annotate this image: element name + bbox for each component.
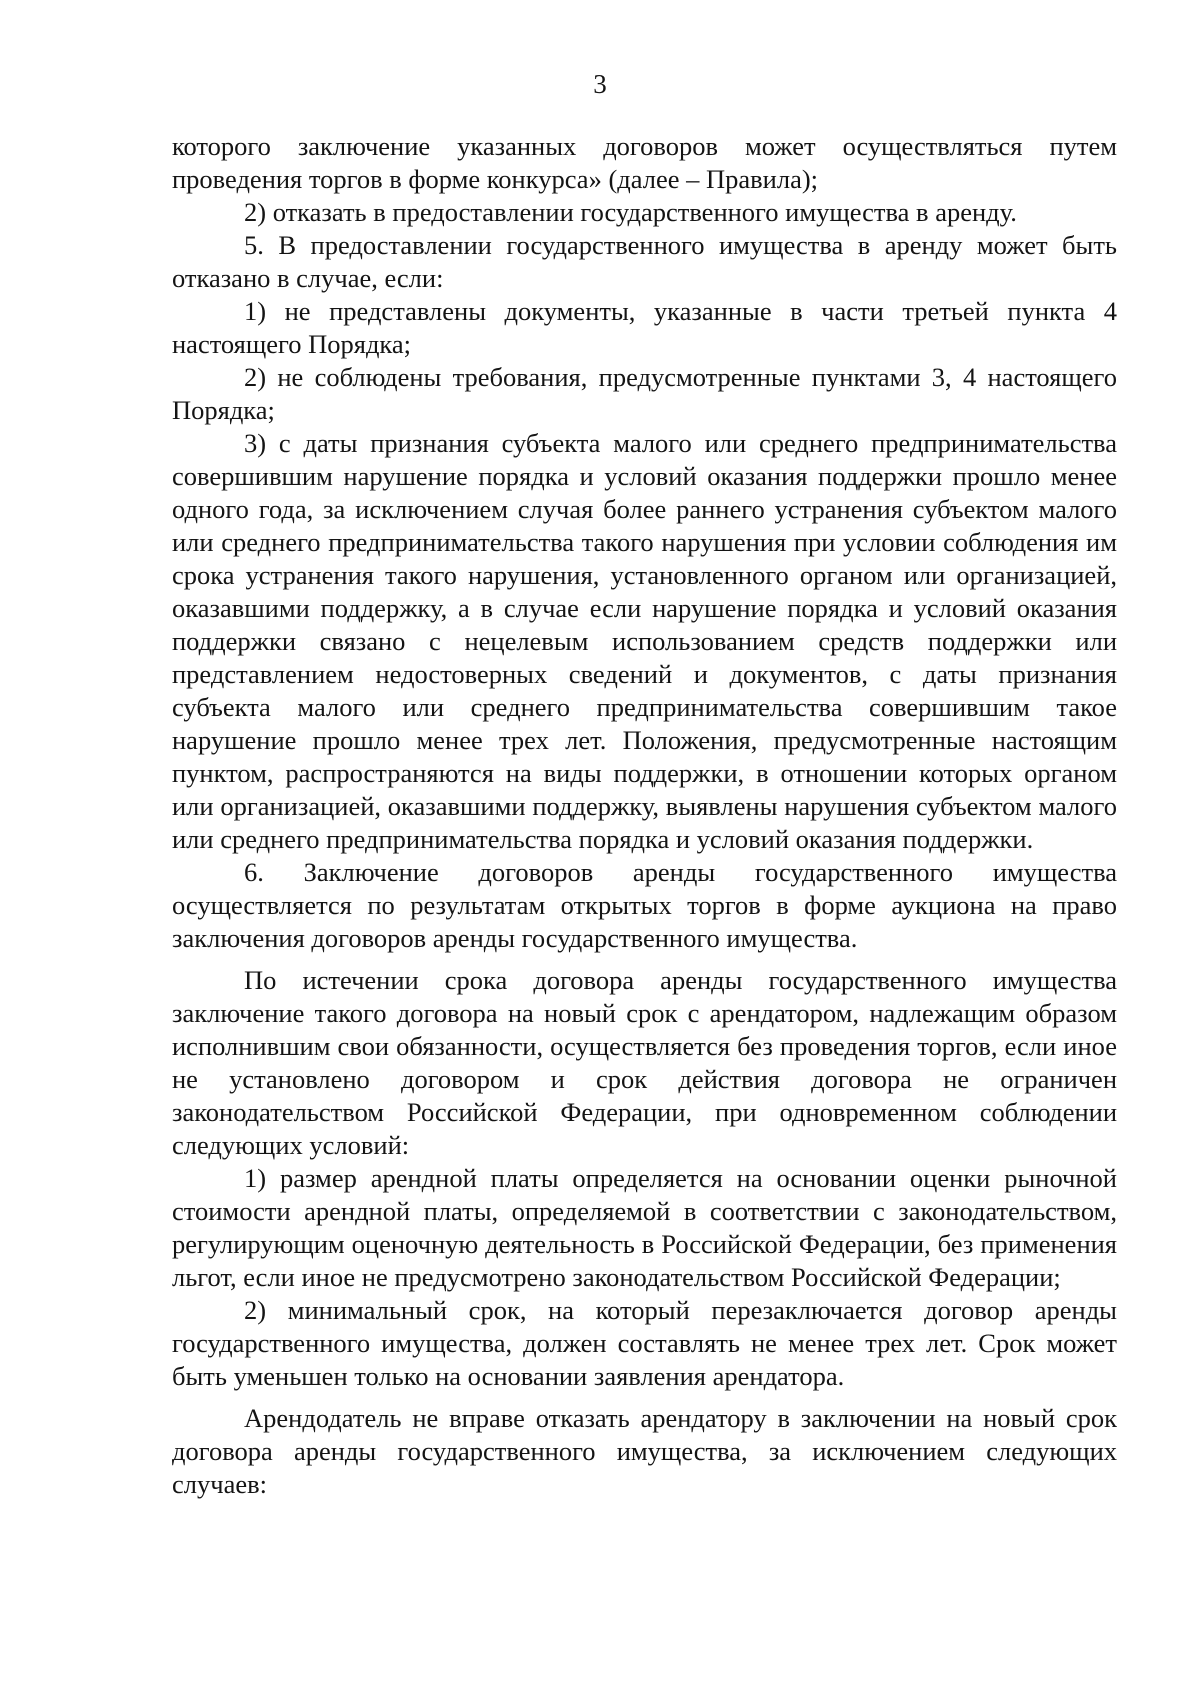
- paragraph-condition-1: 1) размер арендной платы определяется на основании оценки рыночной стоимости арендной платы, определяемой в соответствии с законодательством, регулирующим оценочную деятельность в Российской Федерации, без применения льгот, если иное не предусмотрено законодательством Российской Федерации;: [172, 1163, 1117, 1292]
- paragraph-item-5-2: 2) не соблюдены требования, предусмотренные пунктами 3, 4 настоящего Порядка;: [172, 362, 1117, 425]
- paragraph-item-5-1: 1) не представлены документы, указанные в части третьей пункта 4 настоящего Порядка;: [172, 296, 1117, 359]
- paragraph-item-5: 5. В предоставлении государственного имущества в аренду может быть отказано в случае, если:: [172, 230, 1117, 293]
- paragraph-item-6: 6. Заключение договоров аренды государственного имущества осуществляется по результатам открытых торгов в форме аукциона на право заключения договоров аренды государственного имущества.: [172, 857, 1117, 953]
- paragraph-renewal-conditions: По истечении срока договора аренды государственного имущества заключение такого договора на новый срок с арендатором, надлежащим образом исполнившим свои обязанности, осуществляется без проведения торгов, если иное не установлено договором и срок действия договора не ограничен законодательством Российской Федерации, при одновременном соблюдении следующих условий:: [172, 965, 1117, 1160]
- page-number: 3: [593, 69, 607, 99]
- paragraph-item-5-3: 3) с даты признания субъекта малого или среднего предпринимательства совершившим нарушение порядка и условий оказания поддержки прошло менее одного года, за исключением случая более раннего устранения субъектом малого или среднего предпринимательства такого нарушения при условии соблюдения им срока устранения такого нарушения, установленного органом или организацией, оказавшими поддержку, а в случае если нарушение порядка и условий оказания поддержки связано с нецелевым использованием средств поддержки или представлением недостоверных сведений и документов, с даты признания субъекта малого или среднего предпринимательства совершившим такое нарушение прошло менее трех лет. Положения, предусмотренные настоящим пунктом, распространяются на виды поддержки, в отношении которых органом или организацией, оказавшими поддержку, выявлены нарушения субъектом малого или среднего предпринимательства порядка и условий оказания поддержки.: [172, 428, 1117, 854]
- paragraph-continuation: которого заключение указанных договоров может осуществляться путем проведения торгов в форме конкурса» (далее – Правила);: [172, 131, 1117, 194]
- document-body: [172, 130, 1117, 1501]
- paragraph-refusal-exceptions: Арендодатель не вправе отказать арендатору в заключении на новый срок договора аренды государственного имущества, за исключением следующих случаев:: [172, 1403, 1117, 1499]
- paragraph-condition-2: 2) минимальный срок, на который перезаключается договор аренды государственного имущества, должен составлять не менее трех лет. Срок может быть уменьшен только на основании заявления арендатора.: [172, 1295, 1117, 1391]
- paragraph-refuse-lease: 2) отказать в предоставлении государственного имущества в аренду.: [244, 197, 1017, 227]
